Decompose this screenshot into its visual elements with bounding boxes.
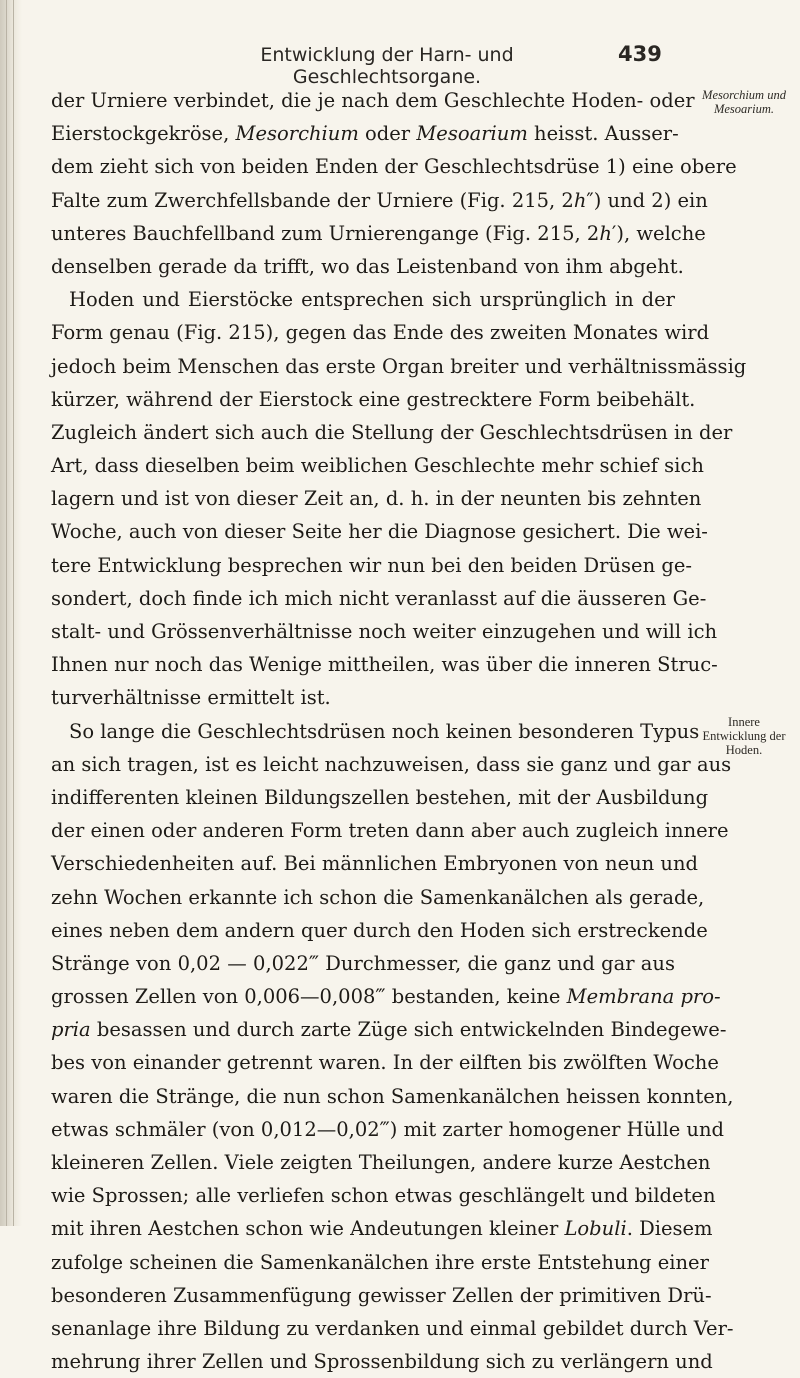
text-run: senanlage ihre Bildung zu verdanken und einmal gebildet durch Ver-	[51, 1316, 734, 1340]
text-line	[51, 1312, 734, 1345]
text-run: Falte zum Zwerchfellsbande der Urniere (Fig. 215, 2	[51, 188, 574, 212]
text-run: zufolge scheinen die Samenkanälchen ihre erste Entstehung einer	[51, 1250, 709, 1274]
text-run: ″) und 2) ein	[586, 188, 708, 212]
margin-note-line: Hoden.	[725, 743, 763, 757]
text-run: sondert, doch finde ich mich nicht veranlasst auf die äusseren Ge-	[51, 586, 707, 610]
text-run: kleineren Zellen. Viele zeigten Theilungen, andere kurze Aestchen	[51, 1151, 711, 1174]
text-run: waren die Stränge, die nun schon Samenkanälchen heissen konnten,	[51, 1084, 734, 1108]
text-line	[51, 84, 695, 117]
text-line	[51, 416, 733, 449]
text-line	[51, 1013, 727, 1046]
margin-note-line: Innere	[728, 715, 760, 729]
text-line	[51, 1246, 709, 1279]
italic-term: pria	[51, 1018, 91, 1042]
text-run: . Diesem	[626, 1217, 713, 1241]
text-run: mit ihren Aestchen schon wie Andeutungen kleiner	[51, 1217, 565, 1241]
text-run: Art, dass dieselben beim weiblichen Geschlechte mehr schief sich	[51, 454, 704, 478]
text-line	[51, 947, 675, 980]
text-line	[51, 1279, 712, 1312]
margin-note-innere-entwicklung	[688, 715, 800, 757]
text-line	[51, 449, 704, 482]
text-line	[51, 1146, 711, 1179]
text-run: lagern und ist von dieser Zeit an, d. h. in der neunten bis zehnten	[51, 487, 702, 511]
text-line	[51, 615, 718, 648]
running-title: Entwicklung der Harn- und Geschlechtsorgane.	[260, 44, 514, 88]
text-line	[51, 648, 718, 681]
page-number: 439	[618, 42, 662, 66]
text-run: unteres Bauchfellband zum Urnierengange (Fig. 215, 2	[51, 221, 600, 245]
text-run: Stränge von 0,02 — 0,022‴ Durchmesser, die ganz und gar aus	[51, 951, 675, 975]
text-line	[51, 515, 708, 548]
text-line	[51, 383, 696, 416]
text-line	[51, 914, 708, 947]
text-run: tere Entwicklung besprechen wir nun bei den beiden Drüsen ge-	[51, 553, 692, 577]
text-line	[51, 350, 747, 383]
text-run: stalt- und Grössenverhältnisse noch weiter einzugehen und will ich	[51, 620, 718, 643]
page-header	[0, 42, 800, 88]
text-run: der einen oder anderen Form treten dann aber auch zugleich innere	[51, 819, 729, 843]
text-run: mehrung ihrer Zellen und Sprossenbildung sich zu verlängern und	[51, 1350, 713, 1374]
text-run: Hoden und Eierstöcke entsprechen sich ursprünglich in der	[69, 288, 675, 312]
margin-note-line: Mesorchium und	[702, 88, 786, 102]
text-line	[51, 1345, 713, 1378]
text-run: grossen Zellen von 0,006—0,008‴ bestanden, keine	[51, 985, 567, 1009]
text-run: turverhältnisse ermittelt ist.	[51, 686, 331, 710]
text-run: Form genau (Fig. 215), gegen das Ende des zweiten Monates wird	[51, 321, 710, 345]
book-binding-shadow	[0, 0, 22, 1226]
text-line	[51, 582, 707, 615]
italic-term: h	[599, 221, 612, 245]
text-run: Verschiedenheiten auf. Bei männlichen Embryonen von neun und	[51, 852, 699, 876]
text-run: bes von einander getrennt waren. In der eilften bis zwölften Woche	[51, 1051, 719, 1075]
text-run: kürzer, während der Eierstock eine gestrecktere Form beibehält.	[51, 387, 696, 411]
text-run: oder	[358, 122, 417, 146]
text-line	[51, 681, 675, 714]
text-line	[51, 217, 706, 250]
text-run: an sich tragen, ist es leicht nachzuweisen, dass sie ganz und gar aus	[51, 752, 732, 776]
text-line	[51, 1212, 713, 1245]
text-line	[51, 117, 679, 150]
text-run: Eierstockgekröse,	[51, 122, 236, 146]
text-run: ′), welche	[611, 221, 706, 245]
text-run: heisst. Ausser-	[527, 122, 679, 146]
text-line	[51, 1080, 734, 1113]
margin-note-line: Entwicklung der	[702, 729, 786, 743]
text-run: Zugleich ändert sich auch die Stellung der Geschlechtsdrüsen in der	[51, 420, 733, 444]
text-run: etwas schmäler (von 0,012—0,02‴) mit zarter homogener Hülle und	[51, 1117, 725, 1141]
text-line	[51, 150, 737, 183]
text-line	[51, 250, 684, 283]
text-line	[51, 715, 700, 748]
margin-note-line: Mesoarium.	[713, 102, 775, 116]
text-run: Ihnen nur noch das Wenige mittheilen, was über die inneren Struc-	[51, 653, 718, 677]
italic-term: h	[573, 188, 587, 212]
text-line	[51, 316, 710, 349]
text-run: dem zieht sich von beiden Enden der Geschlechtsdrüse 1) eine obere	[51, 155, 737, 179]
text-line	[51, 184, 708, 217]
text-run: Woche, auch von dieser Seite her die Diagnose gesichert. Die wei-	[51, 520, 708, 544]
italic-term: Mesorchium	[235, 122, 359, 146]
text-line	[51, 980, 721, 1013]
text-line	[51, 847, 699, 880]
binding-line	[13, 0, 14, 1226]
text-run: indifferenten kleinen Bildungszellen bestehen, mit der Ausbildung	[51, 785, 709, 809]
text-run: zehn Wochen erkannte ich schon die Samenkanälchen als gerade,	[51, 885, 705, 909]
text-run: der Urniere verbindet, die je nach dem Geschlechte Hoden- oder	[51, 89, 695, 112]
text-line	[51, 1179, 716, 1212]
margin-note-mesorchium	[688, 88, 800, 116]
italic-term: Mesoarium	[416, 122, 528, 146]
text-line	[51, 549, 692, 582]
binding-line	[6, 0, 7, 1226]
italic-term: Lobuli	[564, 1217, 627, 1241]
text-line	[51, 748, 732, 781]
italic-term: Membrana pro-	[566, 985, 721, 1009]
text-line	[51, 781, 709, 814]
text-line	[51, 881, 705, 914]
text-run: eines neben dem andern quer durch den Hoden sich erstreckende	[51, 918, 708, 942]
text-run: wie Sprossen; alle verliefen schon etwas geschlängelt und bildeten	[51, 1184, 716, 1208]
text-run: jedoch beim Menschen das erste Organ breiter und verhältnissmässig	[51, 354, 747, 378]
text-run: denselben gerade da trifft, wo das Leistenband von ihm abgeht.	[51, 254, 684, 278]
text-line	[51, 814, 729, 847]
text-line	[51, 1113, 725, 1146]
text-line	[51, 1046, 719, 1079]
text-run: So lange die Geschlechtsdrüsen noch keinen besonderen Typus	[69, 719, 700, 743]
text-run: besassen und durch zarte Züge sich entwickelnden Bindegewe-	[90, 1018, 727, 1042]
text-line	[51, 283, 675, 316]
text-run: besonderen Zusammenfügung gewisser Zellen der primitiven Drü-	[51, 1283, 712, 1307]
text-line	[51, 482, 702, 515]
